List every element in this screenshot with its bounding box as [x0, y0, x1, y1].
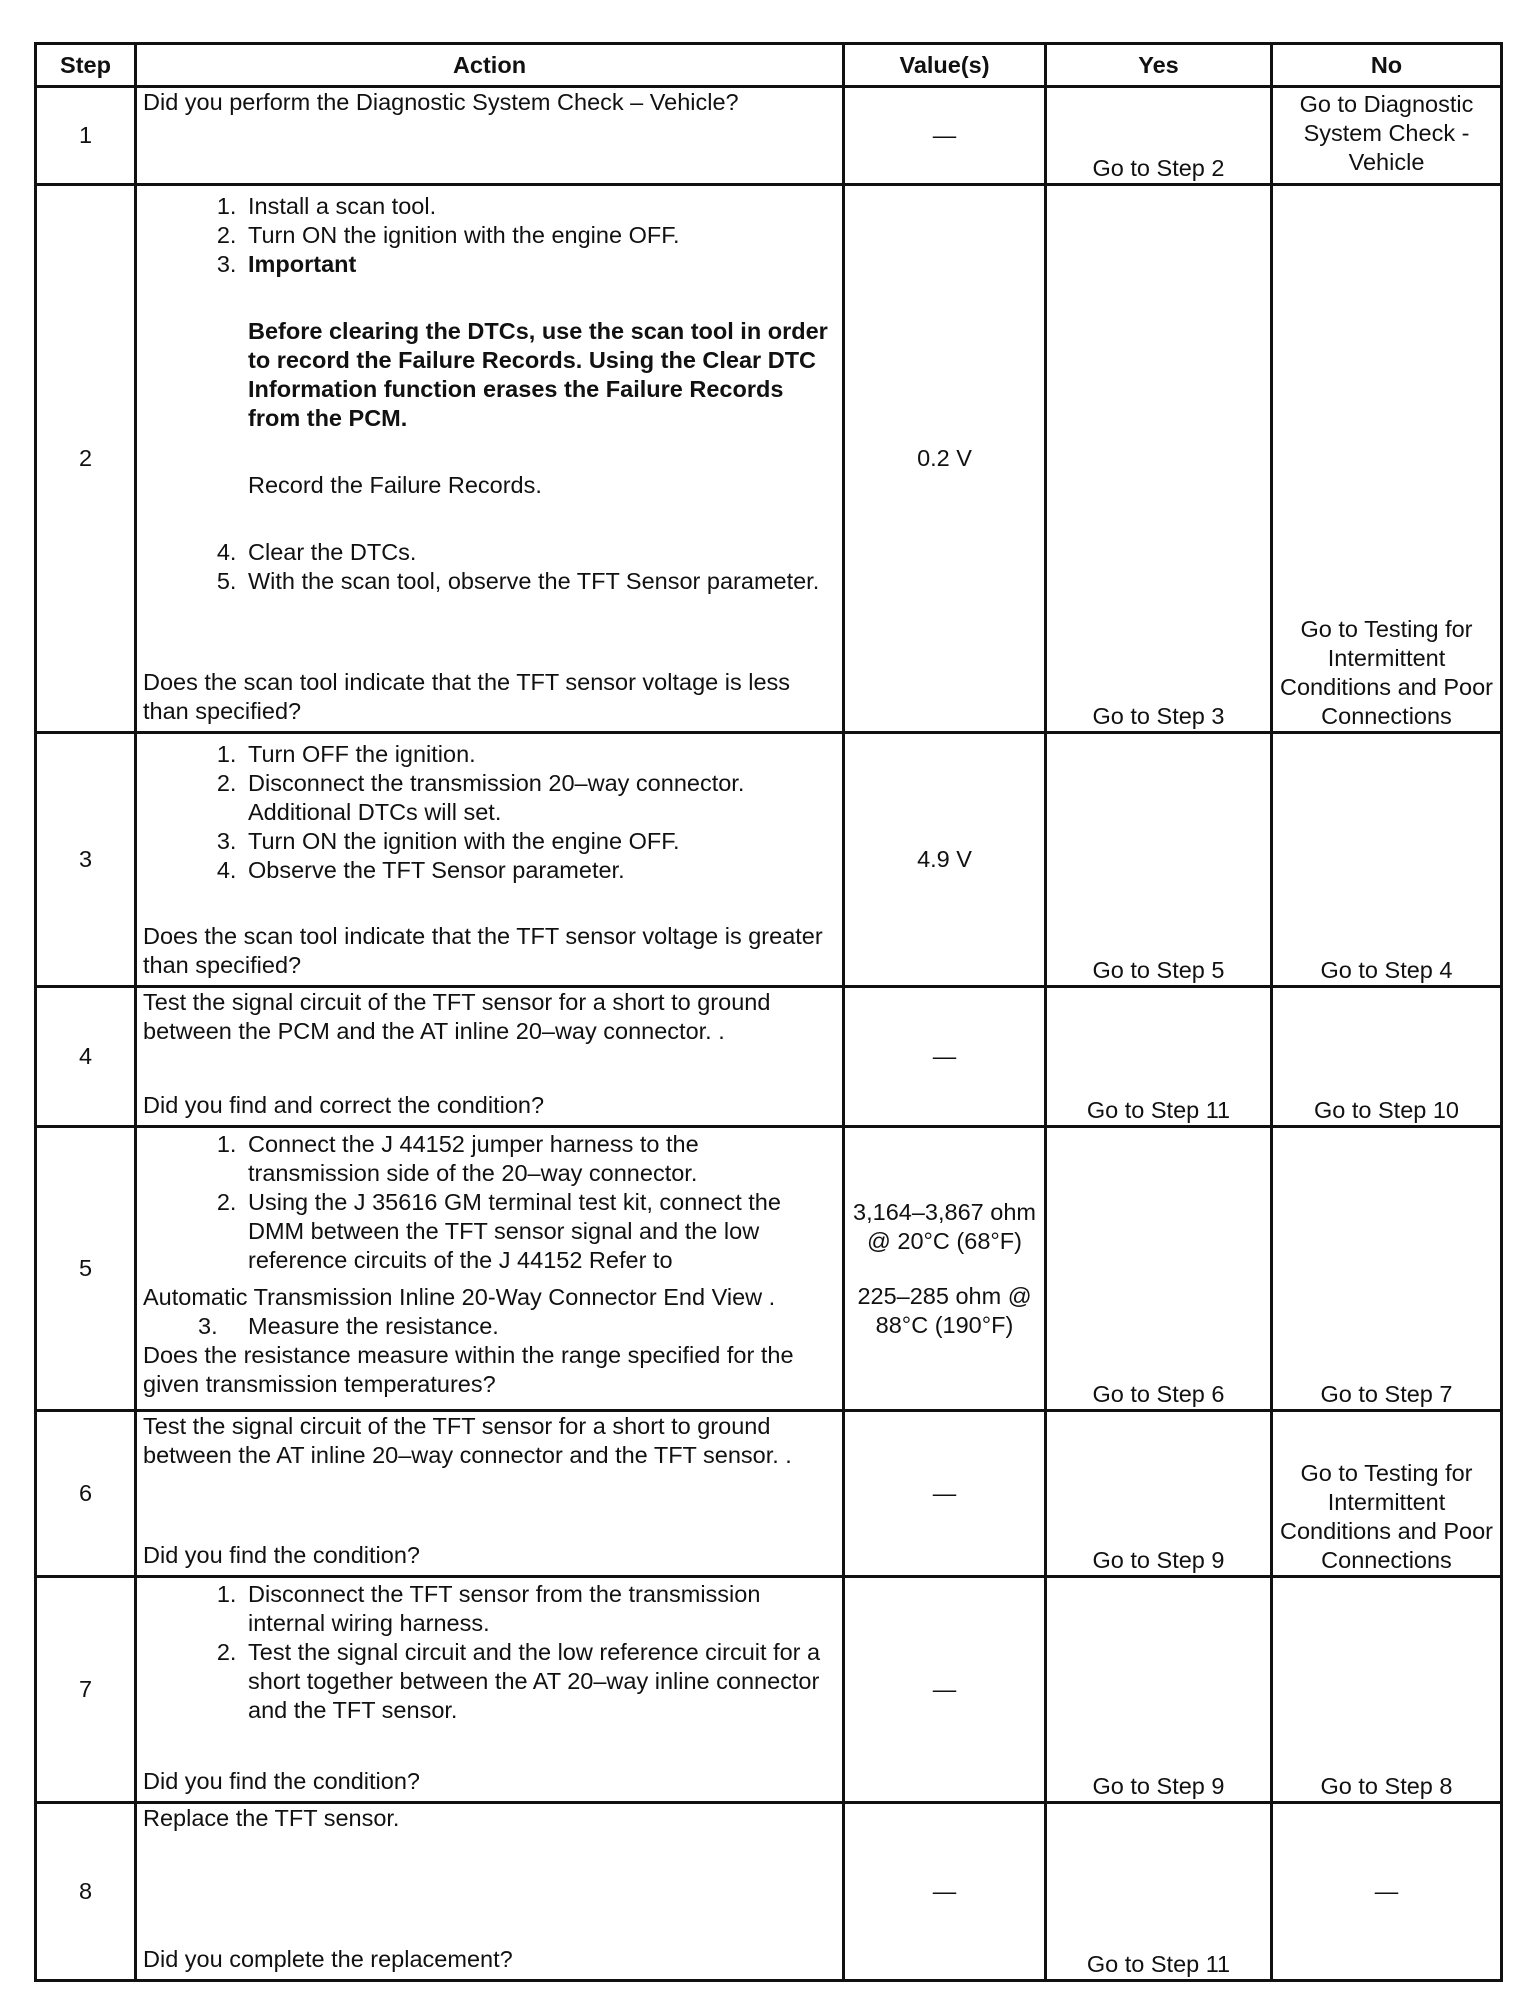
table-row — [36, 1803, 1502, 1981]
no-cell: Go to Testing for Intermittent Conditions and Poor Connections — [1272, 1411, 1502, 1577]
action-text: Test the signal circuit of the TFT sensor for a short to ground between the PCM and the AT inline 20–way connector. . — [143, 989, 771, 1044]
no-cell: — — [1272, 1803, 1502, 1981]
header-values: Value(s) — [844, 44, 1046, 87]
action-cell — [136, 1411, 844, 1577]
important-text: Before clearing the DTCs, use the scan tool in order to record the Failure Records. Using the Clear DTC Information function erases the Failure Records from the PCM. — [248, 318, 828, 431]
action-cell — [136, 185, 844, 733]
action-step: 2. Disconnect the transmission 20–way connector. Additional DTCs will set. — [243, 769, 836, 827]
action-step: 1. Install a scan tool. — [243, 192, 836, 221]
action-cell — [136, 1803, 844, 1981]
value-cell: — — [844, 1803, 1046, 1981]
step-number: 4 — [36, 987, 136, 1127]
action-step: 4. Clear the DTCs. — [243, 538, 836, 567]
action-question: Did you find the condition? — [143, 1768, 420, 1794]
reference-link-text: Automatic Transmission Inline 20-Way Connector End View . — [143, 1284, 776, 1310]
action-cell — [136, 87, 844, 185]
action-cell — [136, 1577, 844, 1803]
action-text: Replace the TFT sensor. — [143, 1805, 400, 1831]
value-cell: — — [844, 87, 1046, 185]
header-step: Step — [36, 44, 136, 87]
table-row — [36, 987, 1502, 1127]
action-cell — [136, 1127, 844, 1411]
table-row — [36, 1577, 1502, 1803]
yes-cell: Go to Step 5 — [1046, 733, 1272, 987]
action-text: Test the signal circuit of the TFT sensor for a short to ground between the AT inline 20–way connector and the TFT sensor. . — [143, 1413, 792, 1468]
header-row — [36, 44, 1502, 87]
table-row — [36, 733, 1502, 987]
table-row — [36, 1127, 1502, 1411]
table-row — [36, 1411, 1502, 1577]
action-steps — [143, 1580, 836, 1725]
action-step: 1. Turn OFF the ignition. — [243, 740, 836, 769]
action-step — [243, 250, 836, 500]
action-step: 2. Using the J 35616 GM terminal test kit, connect the DMM between the TFT sensor signal and the low reference circuits of the J 44152 Refer to — [243, 1188, 836, 1275]
step-number: 7 — [36, 1577, 136, 1803]
action-steps — [143, 740, 836, 885]
important-title: 3. Important — [248, 251, 357, 277]
action-cell — [136, 987, 844, 1127]
action-step: 5. With the scan tool, observe the TFT Sensor parameter. — [243, 567, 836, 596]
action-step: 3. Turn ON the ignition with the engine OFF. — [243, 827, 836, 856]
yes-cell: Go to Step 9 — [1046, 1411, 1272, 1577]
yes-cell: Go to Step 6 — [1046, 1127, 1272, 1411]
action-step: 1. Connect the J 44152 jumper harness to the transmission side of the 20–way connector. — [243, 1130, 836, 1188]
header-no: No — [1272, 44, 1502, 87]
action-question: Does the resistance measure within the range specified for the given transmission temperatures? — [143, 1342, 794, 1397]
yes-cell: Go to Step 11 — [1046, 1803, 1272, 1981]
value-cell: — — [844, 1577, 1046, 1803]
no-cell: Go to Step 8 — [1272, 1577, 1502, 1803]
action-question: Did you find and correct the condition? — [143, 1092, 545, 1118]
yes-cell: Go to Step 11 — [1046, 987, 1272, 1127]
diagnostic-table — [34, 42, 1503, 1982]
yes-cell: Go to Step 9 — [1046, 1577, 1272, 1803]
no-cell: Go to Step 10 — [1272, 987, 1502, 1127]
action-question: Did you perform the Diagnostic System Check – Vehicle? — [143, 89, 739, 115]
action-steps — [143, 192, 836, 596]
step-number: 3 — [36, 733, 136, 987]
step-number: 6 — [36, 1411, 136, 1577]
value-cell: — — [844, 987, 1046, 1127]
header-yes: Yes — [1046, 44, 1272, 87]
no-cell: Go to Step 7 — [1272, 1127, 1502, 1411]
header-action: Action — [136, 44, 844, 87]
no-cell: Go to Diagnostic System Check - Vehicle — [1272, 87, 1502, 185]
yes-cell: Go to Step 3 — [1046, 185, 1272, 733]
action-question: Did you find the condition? — [143, 1542, 420, 1568]
no-cell: Go to Step 4 — [1272, 733, 1502, 987]
action-question: Does the scan tool indicate that the TFT sensor voltage is less than specified? — [143, 669, 791, 724]
action-step: 1. Disconnect the TFT sensor from the transmission internal wiring harness. — [243, 1580, 836, 1638]
action-question: Does the scan tool indicate that the TFT sensor voltage is greater than specified? — [143, 923, 823, 978]
yes-cell: Go to Step 2 — [1046, 87, 1272, 185]
action-question: Did you complete the replacement? — [143, 1946, 513, 1972]
table-row — [36, 185, 1502, 733]
step-number: 8 — [36, 1803, 136, 1981]
value-cell: 4.9 V — [844, 733, 1046, 987]
step-number: 1 — [36, 87, 136, 185]
step-number: 5 — [36, 1127, 136, 1411]
table-row — [36, 87, 1502, 185]
no-cell: Go to Testing for Intermittent Conditions and Poor Connections — [1272, 185, 1502, 733]
value-cell: — — [844, 1411, 1046, 1577]
value-cell: 0.2 V — [844, 185, 1046, 733]
action-step — [143, 1312, 836, 1341]
step-number: 2 — [36, 185, 136, 733]
step-index: 3. — [198, 1313, 218, 1339]
action-step: 2. Turn ON the ignition with the engine OFF. — [243, 221, 836, 250]
action-step: 2. Test the signal circuit and the low reference circuit for a short together between the AT 20–way inline connector and the TFT sensor. — [243, 1638, 836, 1725]
action-step: 4. Observe the TFT Sensor parameter. — [243, 856, 836, 885]
action-cell — [136, 733, 844, 987]
record-text: Record the Failure Records. — [248, 472, 542, 498]
step-text: Measure the resistance. — [248, 1313, 499, 1339]
action-steps — [143, 1130, 836, 1275]
value-range-2: 225–285 ohm @ 88°C (190°F) — [857, 1282, 1032, 1338]
value-range-1: 3,164–3,867 ohm @ 20°C (68°F) — [853, 1198, 1036, 1254]
value-cell — [844, 1127, 1046, 1411]
